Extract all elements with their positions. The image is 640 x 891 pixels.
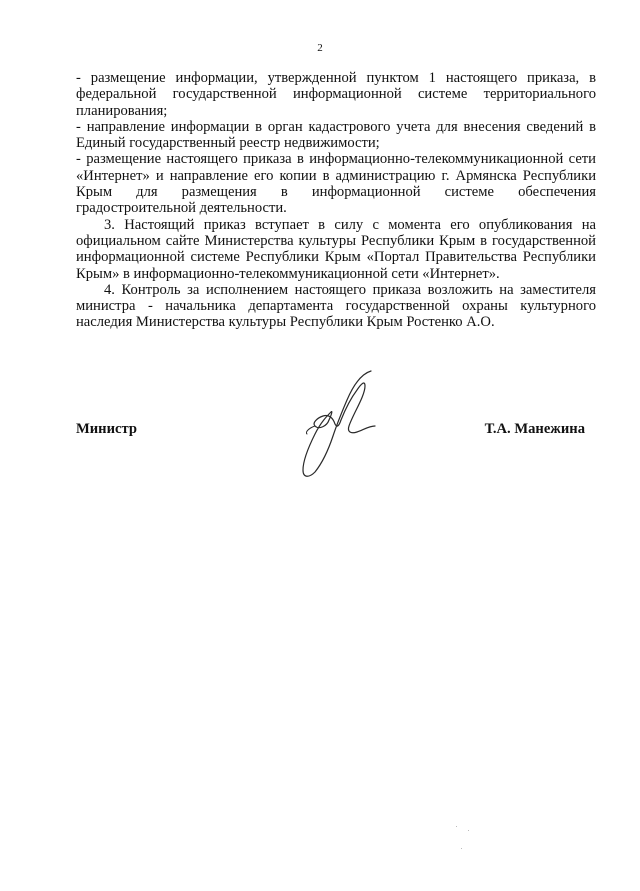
paragraph-control: 4. Контроль за исполнением настоящего приказа возложить на заместителя министра - начальника департамента государственной охраны культурного наследия Министерства культуры Республики Крым Ростенко А.О. [76,281,596,331]
paragraph-internet-publication: - размещение настоящего приказа в информационно-телекоммуникационной сети «Интернет» и направление его копии в администрацию г. Армянска Республики Крым для размещения в информационной системе обеспечения градостроительной деятельности. [76,151,596,217]
paragraph-entry-into-force: 3. Настоящий приказ вступает в силу с момента его опубликования на официальном сайте Министерства культуры Республики Крым в государственной информационной системе Республики Крым «Портал Правительства Республики Крым» в информационно-телекоммуникационной сети «Интернет». [76,216,596,282]
paragraph-cadastral-info: - направление информации в орган кадастрового учета для внесения сведений в Единый государственный реестр недвижимости; [76,118,596,152]
scan-speck [456,826,457,827]
handwritten-signature [295,368,385,480]
scan-speck [461,848,462,849]
paragraph-placement-fgis: - размещение информации, утвержденной пунктом 1 настоящего приказа, в федеральной государственной информационной системе территориального планирования; [76,70,596,119]
page-number: 2 [317,42,323,54]
scan-speck [468,830,469,831]
signatory-name: Т.А. Манежина [484,421,585,437]
signatory-title: Министр [76,421,137,437]
document-body [76,70,596,331]
